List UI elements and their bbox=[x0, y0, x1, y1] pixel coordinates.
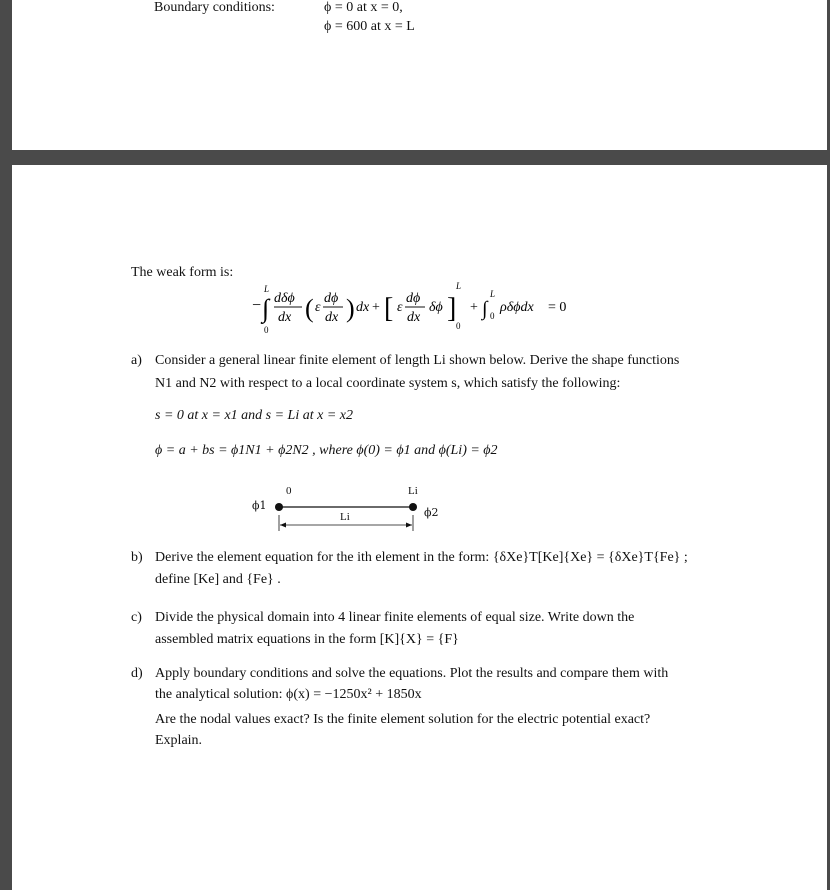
svg-text:L: L bbox=[490, 289, 496, 299]
svg-text:L: L bbox=[456, 281, 462, 291]
element-length-label: Li bbox=[340, 511, 350, 523]
svg-text:ε: ε bbox=[315, 300, 321, 315]
node-1 bbox=[275, 503, 283, 511]
part-c-line-2: assembled matrix equations in the form [K]{X} = {F} bbox=[155, 632, 459, 647]
boundary-cond-2: ϕ = 600 at x = L bbox=[324, 19, 415, 34]
svg-text:L: L bbox=[264, 284, 270, 294]
part-a-s-condition: s = 0 at x = x1 and s = Li at x = x2 bbox=[155, 408, 353, 423]
boundary-label: Boundary conditions: bbox=[154, 0, 275, 15]
svg-text:dx: dx bbox=[325, 310, 339, 325]
svg-text:]: ] bbox=[447, 293, 457, 324]
svg-text:δϕ: δϕ bbox=[429, 300, 443, 315]
weak-form-equation bbox=[252, 277, 592, 337]
element-phi1-label: ϕ1 bbox=[252, 499, 267, 512]
page-main bbox=[12, 165, 827, 890]
svg-text:[: [ bbox=[384, 293, 394, 324]
element-phi2-label: ϕ2 bbox=[424, 506, 439, 519]
element-left-top-label: 0 bbox=[286, 485, 292, 497]
part-b-marker: b) bbox=[131, 550, 143, 565]
part-c-marker: c) bbox=[131, 610, 142, 625]
svg-text:+: + bbox=[470, 300, 478, 315]
weak-form-intro: The weak form is: bbox=[131, 265, 234, 280]
svg-text:dx: dx bbox=[278, 310, 292, 325]
svg-text:dx: dx bbox=[407, 310, 421, 325]
svg-text:∫: ∫ bbox=[262, 294, 270, 323]
svg-text:(: ( bbox=[305, 294, 314, 323]
svg-text:∫: ∫ bbox=[482, 298, 488, 320]
part-b-line-1: Derive the element equation for the ith element in the form: {δXe}T[Ke]{Xe} = {δXe}T{Fe} ; bbox=[155, 550, 688, 565]
part-d-line-1: Apply boundary conditions and solve the equations. Plot the results and compare them with bbox=[155, 666, 669, 681]
part-d-line-4: Explain. bbox=[155, 733, 203, 748]
svg-text:): ) bbox=[346, 294, 355, 323]
part-d-marker: d) bbox=[131, 666, 143, 681]
svg-text:−: − bbox=[252, 297, 262, 314]
svg-text:dx: dx bbox=[356, 300, 370, 315]
page-top bbox=[12, 0, 827, 150]
part-a-marker: a) bbox=[131, 353, 142, 368]
svg-text:dϕ: dϕ bbox=[324, 291, 339, 306]
node-2 bbox=[409, 503, 417, 511]
svg-text:ρδϕdx: ρδϕdx bbox=[500, 300, 534, 315]
boundary-cond-1: ϕ = 0 at x = 0, bbox=[324, 0, 403, 15]
svg-text:= 0: = 0 bbox=[548, 300, 567, 315]
part-b-line-2: define [Ke] and {Fe} . bbox=[155, 572, 281, 587]
svg-text:dδϕ: dδϕ bbox=[274, 291, 295, 306]
element-diagram bbox=[267, 495, 427, 535]
part-a-phi-condition: ϕ = a + bs = ϕ1N1 + ϕ2N2 , where ϕ(0) = ϕ1 and ϕ(Li) = ϕ2 bbox=[155, 443, 498, 458]
svg-text:+: + bbox=[372, 300, 380, 315]
svg-text:0: 0 bbox=[456, 321, 461, 331]
element-right-top-label: Li bbox=[408, 485, 418, 497]
svg-text:0: 0 bbox=[264, 325, 269, 335]
part-c-line-1: Divide the physical domain into 4 linear finite elements of equal size. Write down the bbox=[155, 610, 635, 625]
part-d-line-2: the analytical solution: ϕ(x) = −1250x² + 1850x bbox=[155, 687, 422, 702]
part-d-line-3: Are the nodal values exact? Is the finite element solution for the electric potential exact? bbox=[155, 712, 651, 727]
svg-text:ε: ε bbox=[397, 300, 403, 315]
part-a-line-2: N1 and N2 with respect to a local coordinate system s, which satisfy the following: bbox=[155, 376, 621, 391]
svg-text:0: 0 bbox=[490, 311, 495, 321]
dimension-arrow-left bbox=[280, 523, 286, 528]
svg-text:dϕ: dϕ bbox=[406, 291, 421, 306]
dimension-arrow-right bbox=[406, 523, 412, 528]
part-a-line-1: Consider a general linear finite element of length Li shown below. Derive the shape functions bbox=[155, 353, 680, 368]
